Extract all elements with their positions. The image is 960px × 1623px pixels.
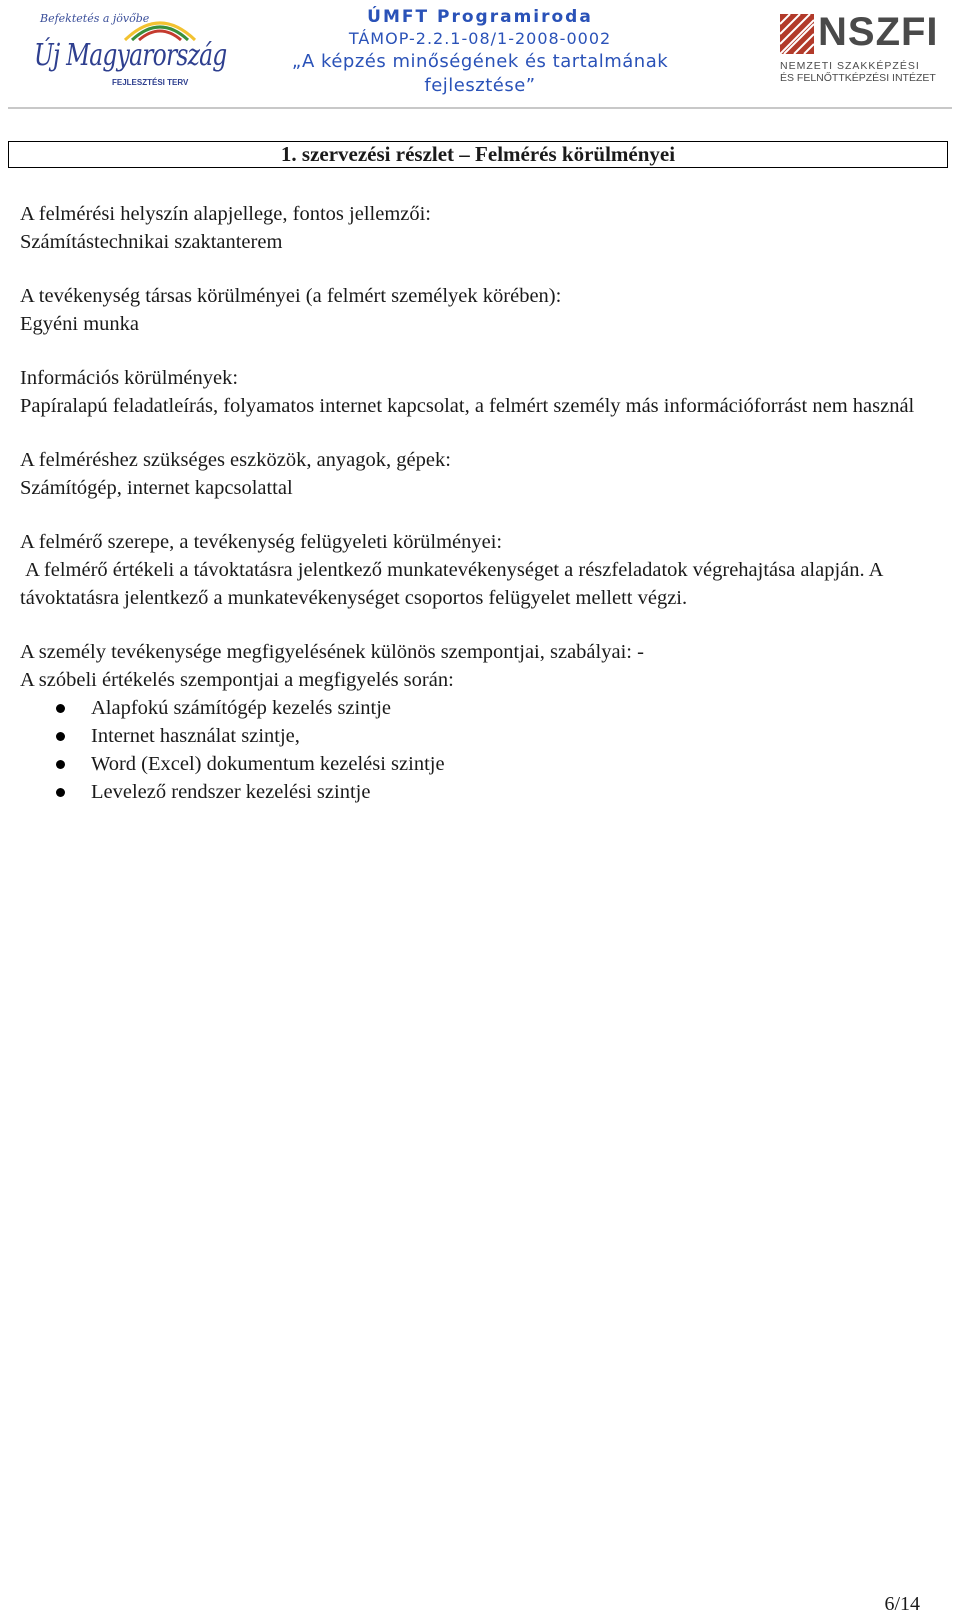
nszfi-line2: NEMZETI SZAKKÉPZÉSI [780,60,920,72]
block-text: Számítógép, internet kapcsolattal [20,477,293,499]
bullet-icon [56,788,65,797]
nszfi-name: NSZFI [818,10,939,54]
nszfi-logo [780,10,950,86]
observation-line2: A szóbeli értékelés szempontjai a megfigyelés során: [20,669,454,691]
uj-magyarorszag-logo [30,8,227,88]
block-text: Papíralapú feladatleírás, folyamatos internet kapcsolat, a felmért személy más információforrást nem használ [20,395,915,417]
program-code: TÁMOP-2.2.1-08/1-2008-0002 [348,29,612,48]
bullet-icon [56,704,65,713]
list-item [20,722,940,750]
list-item [20,778,940,806]
block-text: A felmérő értékeli a távoktatásra jelentkező munkatevékenységet a részfeladatok végrehajtása alapján. A távoktatásra jelentkező a munkatevékenységet csoportos felügyelet mellett végzi. [20,559,888,609]
block-heading: A tevékenység társas körülményei (a felmért személyek körében): [20,285,562,307]
block-heading: Információs körülmények: [20,367,239,389]
block-heading: A felmérő szerepe, a tevékenység felügyeleti körülményei: [20,531,503,553]
program-office: ÚMFT Programiroda [367,7,593,27]
list-item-text: Internet használat szintje, [91,725,300,747]
list-item-text: Levelező rendszer kezelési szintje [91,781,371,803]
block-text: Számítástechnikai szaktanterem [20,231,283,253]
program-title-line2: fejlesztése” [424,75,536,96]
logo-tagline: Befektetés a jövőbe [40,12,150,25]
logo-plan: FEJLESZTÉSI TERV [112,78,189,87]
nszfi-line3: ÉS FELNŐTTKÉPZÉSI INTÉZET [780,72,936,84]
section-title: 1. szervezési részlet – Felmérés körülményei [8,141,948,168]
list-item-text: Alapfokú számítógép kezelés szintje [91,697,391,719]
block-heading: A felmérési helyszín alapjellege, fontos jellemzői: [20,203,432,225]
bullet-icon [56,760,65,769]
bullet-icon [56,732,65,741]
nszfi-mark-icon [780,14,814,54]
program-title-line1: „A képzés minőségének és tartalmának [291,51,669,72]
list-item [20,694,940,722]
list-item [20,750,940,778]
block-text: Egyéni munka [20,313,139,335]
document-body [20,200,940,806]
block-heading: A felméréshez szükséges eszközök, anyagok, gépek: [20,449,451,471]
list-item-text: Word (Excel) dokumentum kezelési szintje [91,753,445,775]
logo-brand: Új Magyarország [34,38,227,73]
observation-line1: A személy tevékenysége megfigyelésének különös szempontjai, szabályai: - [20,641,644,663]
criteria-list [20,694,940,806]
page-header [0,0,960,110]
page-number: 6/14 [884,1593,920,1615]
program-header [250,6,710,98]
header-divider [8,107,952,109]
